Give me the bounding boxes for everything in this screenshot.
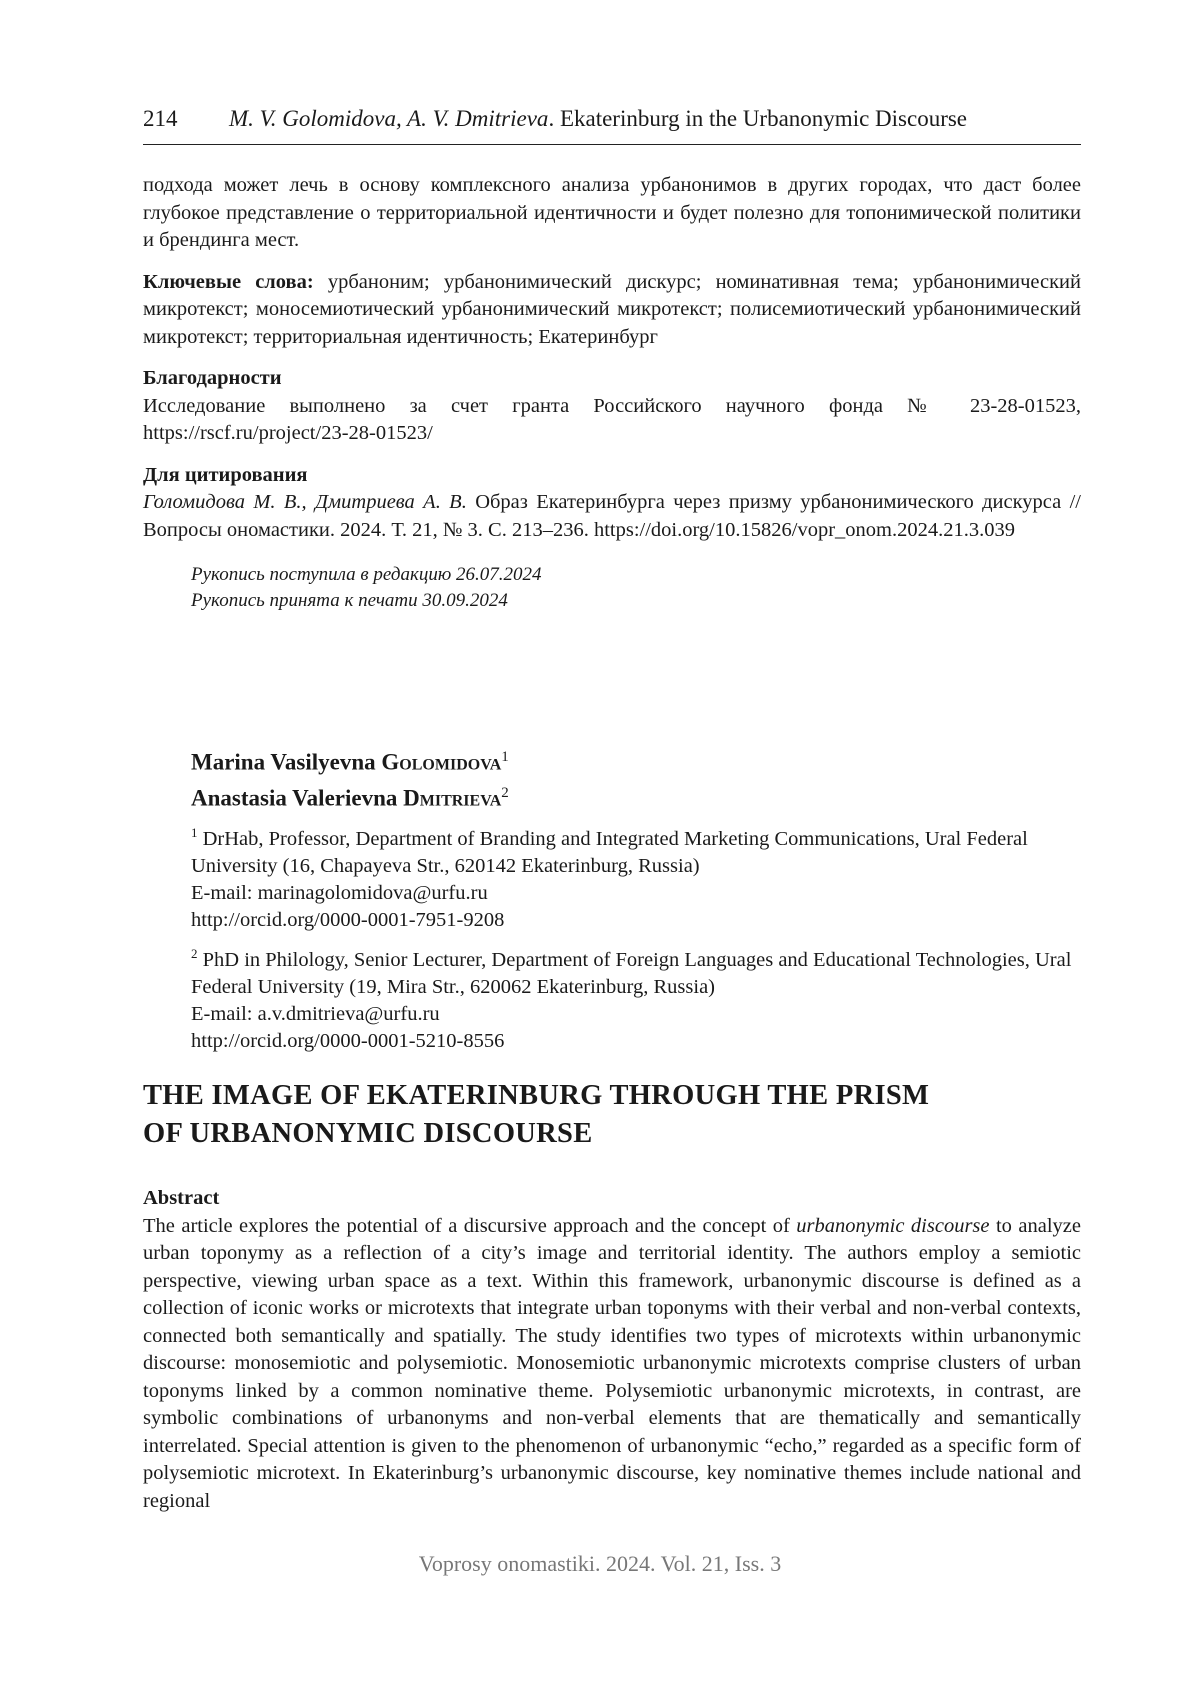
running-article-title: . Ekaterinburg in the Urbanonymic Discourse xyxy=(548,106,968,131)
intro-paragraph: подхода может лечь в основу комплексного анализа урбанонимов в других городах, что даст более глубокое представление о территориальной идентичности и будет полезно для топонимической политики и брендинга мест. xyxy=(143,174,1081,251)
citation-details: Образ Екатеринбурга через призму урбанонимического дискурса // Вопросы ономастики. 2024. Т. 21, № 3. С. 213–236. https://doi.org/10.15826/vopr_onom.2024.21.3.039 xyxy=(143,491,1081,541)
running-authors: M. V. Golomidova, A. V. Dmitrieva xyxy=(229,106,549,131)
running-title xyxy=(229,106,967,132)
journal-footer: Voprosy onomastiki. 2024. Vol. 21, Iss. 3 xyxy=(418,1551,782,1576)
keywords-label: Ключевые слова: xyxy=(143,270,314,293)
received-date: Рукопись поступила в редакцию 26.07.2024 xyxy=(191,564,542,585)
abstract-section xyxy=(143,1185,1081,1515)
citation-text xyxy=(143,489,1081,544)
affiliation-1-text: DrHab, Professor, Department of Branding and Integrated Marketing Communications, Ural Federal University (16, Chapayeva Str., 620142 Ekaterinburg, Russia) xyxy=(191,828,1028,878)
accepted-date: Рукопись принята к печати 30.09.2024 xyxy=(191,590,508,611)
affiliation-2-orcid[interactable]: http://orcid.org/0000-0001-5210-8556 xyxy=(191,1029,505,1052)
acknowledgements-heading: Благодарности xyxy=(143,367,282,389)
author-1: Marina Vasilyevna Golomidova$^1$ xyxy=(191,749,509,775)
article-title-line-2: OF URBANONYMIC DISCOURSE xyxy=(143,1118,593,1149)
keywords-text: урбаноним; урбанонимический дискурс; номинативная тема; урбанонимический микротекст; моносемиотический урбанонимический микротекст; полисемиотический урбанонимический микротекст; территориальная идентичность; Екатеринбург xyxy=(143,270,1081,348)
affiliation-2: $^2$ PhD in Philology, Senior Lecturer, Department of Foreign Languages and Educational Technologies, Ural Federal University (19, Mira Str., 620062 Ekaterinburg, Russia) E-mail: a.v.dmitrieva@urfu.ru http://orcid.org/0000-0001-5210-8556 xyxy=(191,940,1081,1055)
running-header xyxy=(143,104,1081,145)
keywords-paragraph xyxy=(143,269,1081,352)
author-block xyxy=(191,742,1081,1055)
acknowledgements-text: Исследование выполнено за счет гранта Российского научного фонда № 23-28-01523, https://rscf.ru/project/23-28-01523/ xyxy=(143,394,1081,444)
author-1-surname: Golomidova xyxy=(381,749,502,775)
page-number: 214 xyxy=(143,106,178,131)
abstract-italic-term: urbanonymic discourse xyxy=(796,1214,990,1237)
author-2: Anastasia Valerievna Dmitrieva$^2$ xyxy=(191,784,509,811)
article-title xyxy=(143,1077,1081,1153)
abstract-text: The article explores the potential of a discursive approach and the concept of urbanonymic discourse to analyze urban toponymy as a reflection of a city’s image and territorial identity. The authors employ a semiotic perspective, viewing urban space as a text. Within this framework, urbanonymic discourse is defined as a collection of iconic works or microtexts that integrate urban toponyms with their verbal and non-verbal contexts, connected both semantically and spatially. The study identifies two types of microtexts within urbanonymic discourse: monosemiotic and polysemiotic. Monosemiotic urbanonymic microtexts comprise clusters of urban toponyms linked by a common nominative theme. Polysemiotic urbanonymic microtexts, in contrast, are symbolic combinations of urbanonyms and non-verbal elements that are thematically and semantically interrelated. Special attention is given to the phenomenon of urbanonymic “echo,” regarded as a specific form of polysemiotic microtext. In Ekaterinburg’s urbanonymic discourse, key nominative themes include national and regional xyxy=(143,1214,1081,1512)
russian-summary-continuation xyxy=(143,172,1081,614)
affiliation-1-email[interactable]: E-mail: marinagolomidova@urfu.ru xyxy=(191,882,488,905)
affiliation-1-orcid[interactable]: http://orcid.org/0000-0001-7951-9208 xyxy=(191,909,505,932)
affiliation-2-text: PhD in Philology, Senior Lecturer, Department of Foreign Languages and Educational Technologies, Ural Federal University (19, Mira Str., 620062 Ekaterinburg, Russia) xyxy=(191,948,1072,998)
author-2-surname: Dmitrieva xyxy=(403,785,502,811)
abstract-heading: Abstract xyxy=(143,1187,220,1209)
citation-authors: Голомидова М. В., Дмитриева А. В. xyxy=(143,491,467,513)
article-title-line-1: THE IMAGE OF EKATERINBURG THROUGH THE PRISM xyxy=(143,1080,930,1111)
affiliation-1: $^1$ DrHab, Professor, Department of Branding and Integrated Marketing Communications, Ural Federal University (16, Chapayeva Str., 620142 Ekaterinburg, Russia) E-mail: marinagolomidova@urfu.ru http://orcid.org/0000-0001-7951-9208 xyxy=(191,819,1081,934)
affiliation-2-email[interactable]: E-mail: a.v.dmitrieva@urfu.ru xyxy=(191,1002,440,1025)
citation-heading: Для цитирования xyxy=(143,463,308,486)
